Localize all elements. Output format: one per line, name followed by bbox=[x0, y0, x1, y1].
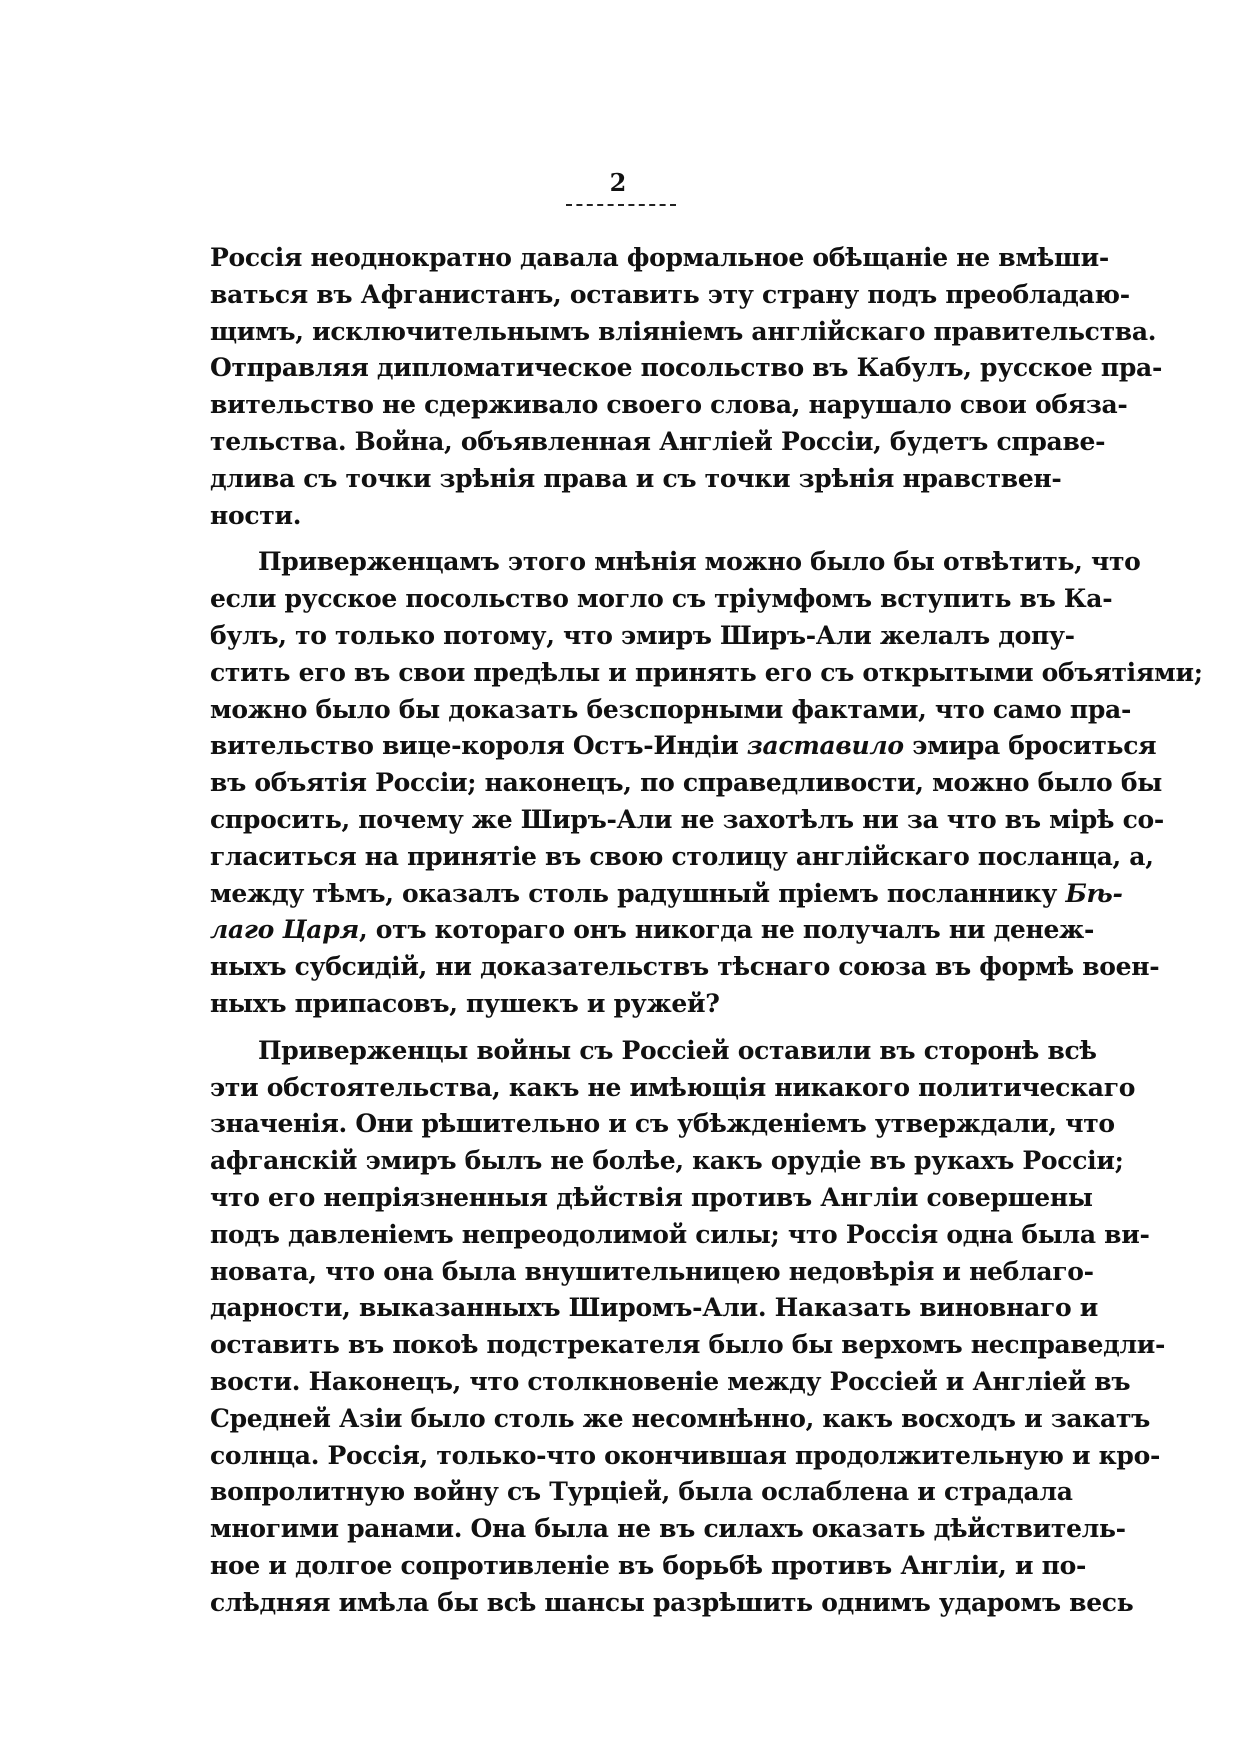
text-line bbox=[210, 876, 1123, 913]
page-number-rule bbox=[566, 204, 676, 206]
text-line: подъ давленіемъ непреодолимой силы; что Россія одна была ви- bbox=[210, 1219, 1150, 1249]
text-line: спросить, почему же Ширъ-Али не захотѣлъ ни за что въ мірѣ со- bbox=[210, 804, 1164, 834]
text-line: Приверженцамъ этого мнѣнія можно было бы отвѣтить, что bbox=[258, 547, 1141, 577]
text-line: тельства. Война, объявленная Англіей Россіи, будетъ справе- bbox=[210, 426, 1106, 456]
text-line: ныхъ субсидій, ни доказательствъ тѣснаго союза въ формѣ воен- bbox=[210, 952, 1160, 982]
text-line: ности. bbox=[210, 500, 302, 530]
paragraph bbox=[210, 240, 1163, 534]
text-line: эти обстоятельства, какъ не имѣющія никакого политическаго bbox=[210, 1072, 1136, 1102]
italic-emphasis: лаго Царя bbox=[210, 915, 359, 945]
text-line: что его непріязненныя дѣйствія противъ Англіи совершены bbox=[210, 1182, 1093, 1212]
text-line: булъ, то только потому, что эмиръ Ширъ-Али желалъ допу- bbox=[210, 620, 1075, 650]
paragraph bbox=[210, 544, 1203, 1022]
italic-emphasis: Бѣ- bbox=[1065, 878, 1123, 908]
text-line: многими ранами. Она была не въ силахъ оказать дѣйствитель- bbox=[210, 1514, 1126, 1544]
text-line: гласиться на принятіе въ свою столицу англійскаго посланца, а, bbox=[210, 841, 1154, 871]
body-text bbox=[210, 240, 1203, 1621]
paragraph bbox=[210, 1033, 1166, 1622]
text-line: значенія. Они рѣшительно и съ убѣжденіемъ утверждали, что bbox=[210, 1109, 1115, 1139]
text-line: стить его въ свои предѣлы и принять его съ открытыми объятіями; bbox=[210, 657, 1203, 687]
text-line: вости. Наконецъ, что столкновеніе между Россіей и Англіей въ bbox=[210, 1366, 1131, 1396]
italic-emphasis: заставило bbox=[746, 731, 904, 761]
page-number: 2 bbox=[609, 168, 627, 197]
text-line: въ объятія Россіи; наконецъ, по справедливости, можно было бы bbox=[210, 768, 1162, 798]
text-line: слѣдняя имѣла бы всѣ шансы разрѣшить однимъ ударомъ весь bbox=[210, 1587, 1134, 1617]
text-line: афганскій эмиръ былъ не болѣе, какъ орудіе въ рукахъ Россіи; bbox=[210, 1146, 1124, 1176]
text-line: вопролитную войну съ Турціей, была ослаблена и страдала bbox=[210, 1477, 1073, 1507]
text-line: оставить въ покоѣ подстрекателя было бы верхомъ несправедли- bbox=[210, 1330, 1166, 1360]
text-run: эмира броситься bbox=[903, 731, 1157, 761]
text-line: Россія неоднократно давала формальное обѣщаніе не вмѣши- bbox=[210, 243, 1109, 272]
text-line: длива съ точки зрѣнія права и съ точки зрѣнія нравствен- bbox=[210, 463, 1062, 493]
text-line: если русское посольство могло съ тріумфомъ вступить въ Ка- bbox=[210, 584, 1113, 614]
text-line bbox=[210, 728, 1157, 765]
text-run: , отъ котораго онъ никогда не получалъ ни денеж- bbox=[358, 915, 1095, 945]
text-line: солнца. Россія, только-что окончившая продолжительную и кро- bbox=[210, 1440, 1161, 1470]
text-run: между тѣмъ, оказалъ столь радушный пріемъ посланнику bbox=[210, 878, 1066, 908]
text-line: Средней Азіи было столь же несомнѣнно, какъ восходъ и закатъ bbox=[210, 1403, 1151, 1433]
paragraph-gap bbox=[210, 534, 1010, 544]
text-line: дарности, выказанныхъ Широмъ-Али. Наказать виновнаго и bbox=[210, 1293, 1099, 1323]
text-line: ныхъ припасовъ, пушекъ и ружей? bbox=[210, 988, 720, 1018]
text-line: ное и долгое сопротивленіе въ борьбѣ противъ Англіи, и по- bbox=[210, 1550, 1087, 1580]
text-line: Приверженцы войны съ Россіей оставили въ сторонѣ всѣ bbox=[258, 1035, 1097, 1065]
text-line: вительство не сдерживало своего слова, нарушало свои обяза- bbox=[210, 390, 1128, 420]
text-line: Отправляя дипломатическое посольство въ Кабулъ, русское пра- bbox=[210, 353, 1163, 383]
text-run: вительство вице-короля Остъ-Индіи bbox=[210, 731, 747, 761]
paragraph-gap bbox=[210, 1023, 1010, 1033]
text-line: ваться въ Афганистанъ, оставить эту страну подъ преобладаю- bbox=[210, 279, 1130, 309]
text-line: можно было бы доказать безспорными фактами, что само пра- bbox=[210, 694, 1132, 724]
text-line: щимъ, исключительнымъ вліяніемъ англійскаго правительства. bbox=[210, 316, 1157, 346]
text-line: новата, что она была внушительницею недовѣрія и неблаго- bbox=[210, 1256, 1094, 1286]
text-line bbox=[210, 912, 1095, 949]
